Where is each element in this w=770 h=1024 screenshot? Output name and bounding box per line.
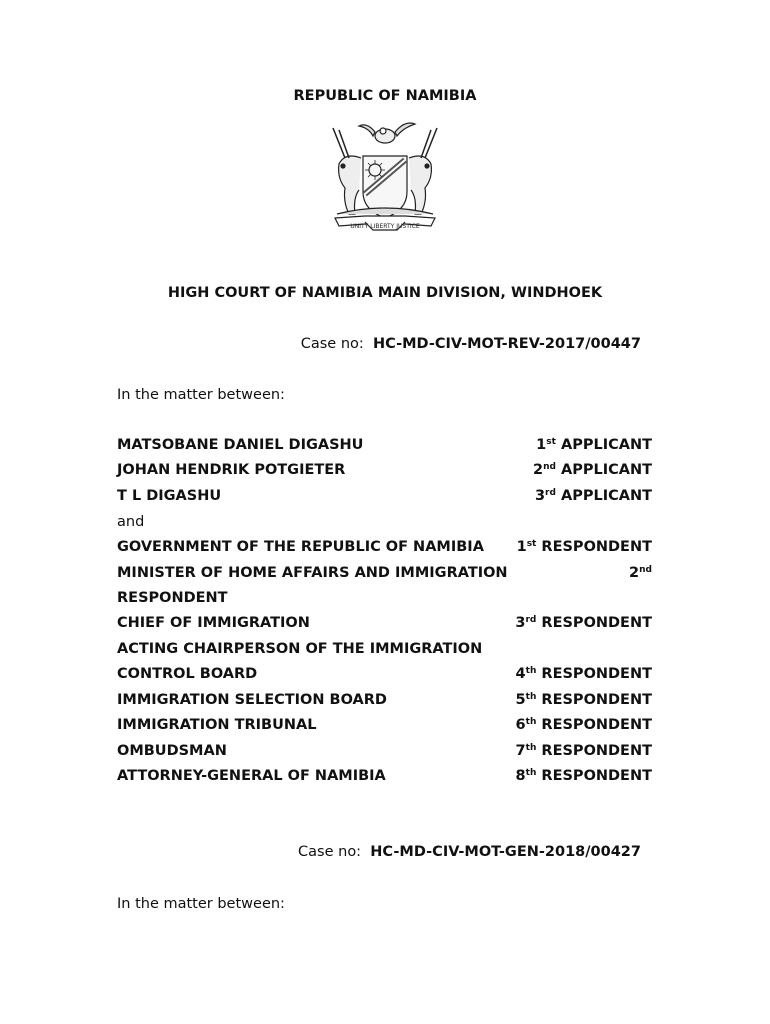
case-number-label: Case no: — [298, 844, 362, 860]
party-role: 3rd APPLICANT — [534, 488, 652, 504]
court-title: HIGH COURT OF NAMIBIA MAIN DIVISION, WINDHOEK — [167, 285, 603, 301]
party-row — [117, 462, 652, 484]
case-number: HC-MD-CIV-MOT-GEN-2018/00427 — [370, 844, 641, 860]
party-row — [117, 615, 652, 637]
party-role: 2nd — [629, 565, 652, 581]
party-role: 6th RESPONDENT — [515, 717, 652, 733]
coat-of-arms-motto: UNITY LIBERTY JUSTICE — [350, 223, 420, 230]
party-row — [117, 539, 652, 561]
party-role: 1st APPLICANT — [536, 437, 652, 453]
matter-intro: In the matter between: — [117, 387, 285, 403]
party-row — [117, 768, 652, 790]
party-name: MATSOBANE DANIEL DIGASHU — [117, 437, 364, 453]
party-role: 7th RESPONDENT — [515, 743, 652, 759]
party-role: 8th RESPONDENT — [515, 768, 652, 784]
party-row — [117, 692, 652, 714]
case-number-line-1 — [301, 336, 641, 352]
party-role: 3rd RESPONDENT — [515, 615, 652, 631]
party-name: IMMIGRATION TRIBUNAL — [117, 717, 317, 733]
party-row — [117, 565, 652, 587]
party-name: OMBUDSMAN — [117, 743, 227, 759]
party-row — [117, 743, 652, 765]
party-name: IMMIGRATION SELECTION BOARD — [117, 692, 387, 708]
matter-intro: In the matter between: — [117, 896, 285, 912]
party-row — [117, 488, 652, 510]
party-role: 1st RESPONDENT — [516, 539, 652, 555]
party-row — [117, 666, 652, 688]
and-separator: and — [117, 514, 145, 530]
party-row — [117, 437, 652, 459]
party-role: 5th RESPONDENT — [515, 692, 652, 708]
party-row — [117, 717, 652, 739]
party-name: JOHAN HENDRIK POTGIETER — [117, 462, 346, 478]
party-name: T L DIGASHU — [117, 488, 222, 504]
party-name-line1: ACTING CHAIRPERSON OF THE IMMIGRATION — [117, 641, 483, 657]
party-name: MINISTER OF HOME AFFAIRS AND IMMIGRATION — [117, 565, 508, 581]
case-number-line-2 — [298, 844, 641, 860]
party-role: 2nd APPLICANT — [532, 462, 652, 478]
party-name: ATTORNEY-GENERAL OF NAMIBIA — [117, 768, 386, 784]
case-number: HC-MD-CIV-MOT-REV-2017/00447 — [373, 336, 641, 352]
party-name: CHIEF OF IMMIGRATION — [117, 615, 310, 631]
page-heading-country: REPUBLIC OF NAMIBIA — [293, 88, 477, 104]
party-name: GOVERNMENT OF THE REPUBLIC OF NAMIBIA — [117, 539, 484, 555]
party-role: 4th RESPONDENT — [515, 666, 652, 682]
case-number-label: Case no: — [300, 336, 364, 352]
party-role-wrapped: RESPONDENT — [117, 590, 228, 606]
coat-of-arms-emblem — [325, 118, 445, 234]
party-name: CONTROL BOARD — [117, 666, 258, 682]
